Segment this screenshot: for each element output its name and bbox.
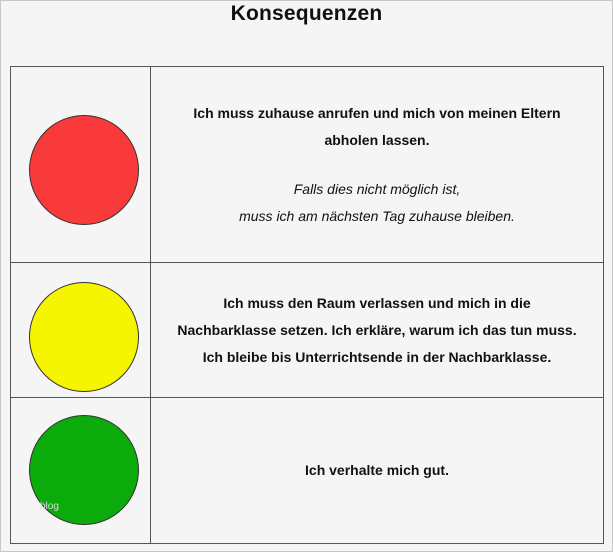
consequence-line: abholen lassen. <box>324 131 430 148</box>
traffic-light-cell <box>11 67 151 262</box>
watermark-text: blog <box>40 501 59 512</box>
consequence-line: Ich muss den Raum verlassen und mich in die <box>223 294 531 311</box>
red-light-icon <box>29 115 139 225</box>
consequence-line: Nachbarklasse setzen. Ich erkläre, warum ich das tun muss. <box>177 321 577 338</box>
table-row-yellow <box>11 263 603 398</box>
consequence-note-line: muss ich am nächsten Tag zuhause bleiben. <box>239 207 515 224</box>
consequence-text-cell <box>151 263 603 397</box>
table-row-green <box>11 398 603 543</box>
table-row-red <box>11 67 603 263</box>
consequences-table <box>10 66 604 544</box>
consequence-line: Ich bleibe bis Unterrichtsende in der Nachbarklasse. <box>202 348 552 365</box>
page-title: Konsequenzen <box>230 2 383 25</box>
consequence-line: Ich muss zuhause anrufen und mich von meinen Eltern <box>193 104 561 121</box>
consequence-text-cell <box>151 398 603 543</box>
traffic-light-cell <box>11 263 151 397</box>
consequence-line: Ich verhalte mich gut. <box>305 462 449 478</box>
yellow-light-icon <box>29 282 139 392</box>
traffic-light-cell <box>11 398 151 543</box>
consequence-text-cell <box>151 67 603 262</box>
consequence-note-line: Falls dies nicht möglich ist, <box>293 180 461 197</box>
